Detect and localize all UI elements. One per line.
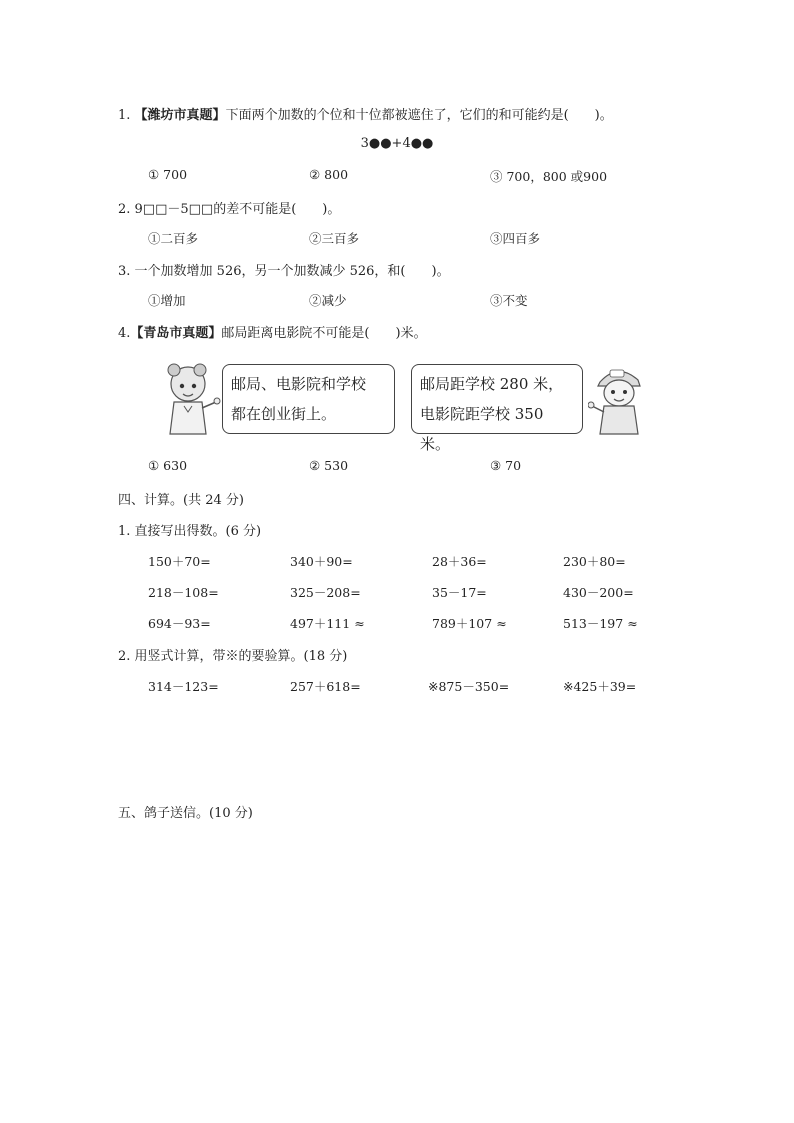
q3-option-b: ②减少 [309,293,347,308]
calc-2-1: 218－108= [148,585,219,600]
speech-bubble-left [222,364,395,434]
q2-stem: 2. 9□□－5□□的差不可能是( )。 [118,202,341,217]
q3-option-a: ①增加 [148,293,186,308]
section5-title: 五、鸽子送信。(10 分) [118,806,253,821]
vertical-calc-4: ※425＋39= [563,679,637,694]
bubble-right-line-2: 电影院距学校 350 米。 [420,405,544,453]
q1-option-b: ② 800 [309,167,349,182]
calc-2-4: 430－200= [563,585,634,600]
bubble-left-line-1: 邮局、电影院和学校 [231,375,367,393]
q4-option-b: ② 530 [309,458,349,473]
q1-option-a: ① 700 [148,167,188,182]
q1-source-tag: 【潍坊市真题】 [134,108,226,123]
calc-3-1: 694－93= [148,616,211,631]
calc-3-4: 513－197 ≈ [563,616,638,631]
q4-stem [118,322,427,341]
vertical-calc-2: 257＋618= [290,679,361,694]
boy-illustration [588,362,650,436]
q1-stem [118,104,613,123]
q4-option-c: ③ 70 [490,458,522,473]
bubble-left-line-2: 都在创业街上。 [231,405,337,423]
section4-sub2-title: 2. 用竖式计算，带※的要验算。(18 分) [118,649,348,664]
calc-2-3: 35－17= [432,585,487,600]
q2-option-c: ③四百多 [490,231,541,246]
section4-title: 四、计算。(共 24 分) [118,493,244,508]
calc-3-3: 789＋107 ≈ [432,616,507,631]
section4-sub1-title: 1. 直接写出得数。(6 分) [118,524,262,539]
q2-option-a: ①二百多 [148,231,199,246]
calc-3-2: 497＋111 ≈ [290,616,365,631]
q1-option-c: ③ 700，800 或900 [490,169,608,184]
q4-source-tag: 【青岛市真题】 [130,326,222,341]
calc-1-1: 150＋70= [148,554,211,569]
q3-option-c: ③不变 [490,293,528,308]
q1-expression: 3●●+4●● [360,136,434,151]
girl-illustration [160,362,222,436]
q2-option-b: ②三百多 [309,231,360,246]
calc-1-2: 340＋90= [290,554,353,569]
q4-text: 邮局距离电影院不可能是( )米。 [221,326,427,341]
bubble-right-line-1: 邮局距学校 280 米， [420,375,564,393]
q4-number: 4. [118,326,131,341]
vertical-calc-1: 314－123= [148,679,219,694]
q4-option-a: ① 630 [148,458,188,473]
calc-1-3: 28＋36= [432,554,487,569]
q1-text: 下面两个加数的个位和十位都被遮住了，它们的和可能约是( )。 [225,108,613,123]
vertical-calc-3: ※875－350= [428,679,510,694]
speech-bubble-right [411,364,583,453]
calc-1-4: 230＋80= [563,554,626,569]
calc-2-2: 325－208= [290,585,361,600]
q3-stem: 3. 一个加数增加 526，另一个加数减少 526，和( )。 [118,264,450,279]
q1-number: 1. [118,108,131,123]
